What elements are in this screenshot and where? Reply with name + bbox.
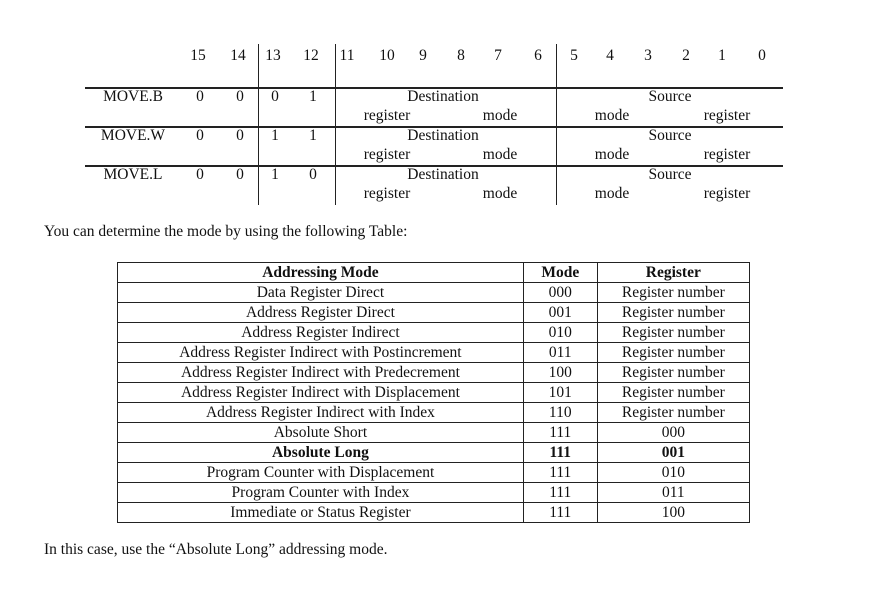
bit-number: 13 bbox=[265, 47, 281, 64]
mode-cell: 111 bbox=[523, 483, 597, 503]
opcode-bit: 0 bbox=[196, 166, 204, 183]
register-cell: Register number bbox=[597, 303, 749, 323]
bit-number: 5 bbox=[570, 47, 578, 64]
table-row bbox=[118, 323, 750, 343]
addressing-mode-cell: Address Register Indirect with Index bbox=[118, 403, 524, 423]
source-label: Source bbox=[648, 127, 692, 144]
addressing-mode-cell: Address Register Indirect with Predecrement bbox=[118, 363, 524, 383]
addressing-mode-cell: Program Counter with Index bbox=[118, 483, 524, 503]
register-cell: 010 bbox=[597, 463, 749, 483]
bit-number: 3 bbox=[644, 47, 652, 64]
destination-register-label: register bbox=[363, 146, 411, 163]
column-divider bbox=[258, 44, 259, 205]
opcode-bit: 0 bbox=[196, 127, 204, 144]
bit-number: 15 bbox=[190, 47, 206, 64]
mode-cell: 000 bbox=[523, 283, 597, 303]
mode-cell: 001 bbox=[523, 303, 597, 323]
table-row bbox=[118, 403, 750, 423]
bit-number: 9 bbox=[419, 47, 427, 64]
source-mode-label: mode bbox=[594, 146, 630, 163]
destination-register-label: register bbox=[363, 185, 411, 202]
register-cell: Register number bbox=[597, 363, 749, 383]
source-register-label: register bbox=[703, 146, 751, 163]
table-row bbox=[118, 283, 750, 303]
destination-label: Destination bbox=[407, 88, 479, 105]
table-row bbox=[118, 383, 750, 403]
addressing-mode-cell: Absolute Short bbox=[118, 423, 524, 443]
table-row bbox=[118, 463, 750, 483]
bit-number: 7 bbox=[494, 47, 502, 64]
move-instruction-label: MOVE.L bbox=[103, 166, 163, 183]
source-mode-label: mode bbox=[594, 107, 630, 124]
opcode-bit: 1 bbox=[271, 166, 279, 183]
mode-cell: 100 bbox=[523, 363, 597, 383]
mode-cell: 111 bbox=[523, 423, 597, 443]
source-register-label: register bbox=[703, 107, 751, 124]
register-cell: 011 bbox=[597, 483, 749, 503]
intro-text: You can determine the mode by using the following Table: bbox=[44, 223, 408, 240]
register-cell: Register number bbox=[597, 403, 749, 423]
addressing-mode-cell: Address Register Indirect with Displacement bbox=[118, 383, 524, 403]
register-cell: 000 bbox=[597, 423, 749, 443]
bit-number: 2 bbox=[682, 47, 690, 64]
register-cell: 100 bbox=[597, 503, 749, 523]
source-register-label: register bbox=[703, 185, 751, 202]
destination-label: Destination bbox=[407, 166, 479, 183]
table-row bbox=[118, 363, 750, 383]
opcode-bit: 0 bbox=[196, 88, 204, 105]
bit-number: 8 bbox=[457, 47, 465, 64]
move-instruction-label: MOVE.W bbox=[100, 127, 166, 144]
bit-number: 4 bbox=[606, 47, 614, 64]
addressing-mode-cell: Address Register Indirect with Postincrement bbox=[118, 343, 524, 363]
bit-number: 10 bbox=[379, 47, 395, 64]
column-header: Mode bbox=[523, 263, 597, 283]
column-header: Addressing Mode bbox=[118, 263, 524, 283]
table-row bbox=[118, 483, 750, 503]
opcode-bit: 0 bbox=[271, 88, 279, 105]
column-divider bbox=[556, 44, 557, 205]
addressing-mode-cell: Absolute Long bbox=[118, 443, 524, 463]
opcode-bit: 0 bbox=[236, 166, 244, 183]
move-instruction-label: MOVE.B bbox=[103, 88, 163, 105]
mode-cell: 101 bbox=[523, 383, 597, 403]
destination-mode-label: mode bbox=[482, 107, 518, 124]
opcode-bit: 1 bbox=[309, 88, 317, 105]
register-cell: Register number bbox=[597, 283, 749, 303]
bit-number: 11 bbox=[339, 47, 355, 64]
destination-mode-label: mode bbox=[482, 146, 518, 163]
addressing-mode-table bbox=[117, 262, 750, 523]
mode-cell: 010 bbox=[523, 323, 597, 343]
column-divider bbox=[335, 44, 336, 205]
opcode-bit: 1 bbox=[271, 127, 279, 144]
mode-cell: 110 bbox=[523, 403, 597, 423]
addressing-mode-cell: Immediate or Status Register bbox=[118, 503, 524, 523]
opcode-bit: 0 bbox=[236, 127, 244, 144]
destination-register-label: register bbox=[363, 107, 411, 124]
addressing-mode-cell: Program Counter with Displacement bbox=[118, 463, 524, 483]
mode-cell: 011 bbox=[523, 343, 597, 363]
destination-label: Destination bbox=[407, 127, 479, 144]
table-row bbox=[118, 443, 750, 463]
register-cell: Register number bbox=[597, 343, 749, 363]
conclusion-text: In this case, use the “Absolute Long” addressing mode. bbox=[44, 541, 388, 558]
mode-cell: 111 bbox=[523, 463, 597, 483]
mode-cell: 111 bbox=[523, 503, 597, 523]
opcode-bit: 0 bbox=[309, 166, 317, 183]
source-label: Source bbox=[648, 166, 692, 183]
table-row bbox=[118, 303, 750, 323]
source-mode-label: mode bbox=[594, 185, 630, 202]
bit-number: 14 bbox=[230, 47, 246, 64]
bit-number: 0 bbox=[758, 47, 766, 64]
destination-mode-label: mode bbox=[482, 185, 518, 202]
table-header-row bbox=[118, 263, 750, 283]
table-row bbox=[118, 503, 750, 523]
table-row bbox=[118, 343, 750, 363]
source-label: Source bbox=[648, 88, 692, 105]
bit-number: 12 bbox=[303, 47, 319, 64]
opcode-bit: 0 bbox=[236, 88, 244, 105]
bit-number: 1 bbox=[718, 47, 726, 64]
register-cell: 001 bbox=[597, 443, 749, 463]
register-cell: Register number bbox=[597, 323, 749, 343]
table-row bbox=[118, 423, 750, 443]
addressing-mode-cell: Address Register Indirect bbox=[118, 323, 524, 343]
addressing-mode-cell: Data Register Direct bbox=[118, 283, 524, 303]
column-header: Register bbox=[597, 263, 749, 283]
mode-cell: 111 bbox=[523, 443, 597, 463]
addressing-mode-cell: Address Register Direct bbox=[118, 303, 524, 323]
bit-number: 6 bbox=[534, 47, 542, 64]
opcode-bit: 1 bbox=[309, 127, 317, 144]
register-cell: Register number bbox=[597, 383, 749, 403]
